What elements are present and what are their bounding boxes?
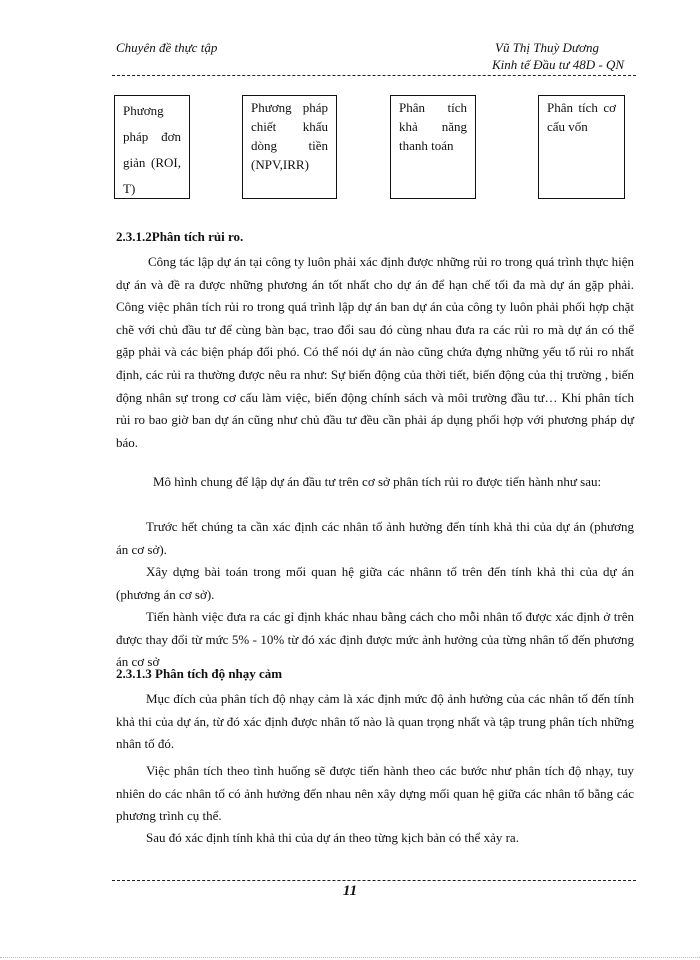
paragraph: Mô hình chung để lập dự án đầu tư trên cơ sở phân tích rủi ro được tiến hành như sau: [153, 474, 602, 489]
header-left: Chuyên đề thực tập [116, 40, 218, 55]
paragraph: Việc phân tích theo tình huống sẽ được tiến hành theo các bước như phân tích độ nhạy, tuy nhiên do các nhân tố có ảnh hưởng đến nhau nên xây dựng mối quan hệ giữa các nhân tố bằng các phương trình cụ thể. [116, 763, 634, 824]
paragraph: Xây dựng bài toán trong mối quan hệ giữa các nhânn tố trên đến tính khả thi của dự án (phương án cơ sở). [116, 564, 634, 602]
paragraph: Trước hết chúng ta cần xác định các nhân tố ảnh hưởng đến tính khả thi của dự án (phương án cơ sở). [116, 519, 634, 557]
method-box-label: Phân tích khả năng thanh toán [399, 100, 467, 153]
method-box-simple [114, 95, 190, 199]
section-heading-risk: 2.3.1.2Phân tích rủi ro. [116, 229, 244, 244]
header-class: Kinh tế Đầu tư 48D - QN [492, 57, 625, 72]
page-edge-divider [0, 957, 700, 958]
footer-rule [112, 880, 636, 881]
method-box-label: Phương pháp đơn giản (ROI, T) [123, 103, 181, 196]
paragraph: Công tác lập dự án tại công ty luôn phải xác định được những rủi ro trong quá trình thực hiện dự án và đề ra được những phương án tốt nhất cho dự án để hạn chế tối đa mà dự án gặp phải. Công việc phân tích rủi ro trong quá trình lập dự án ban dự án của công ty luôn phải phối hợp chặt chẽ với chủ đầu tư để cùng bàn bạc, trao đổi sau đó cùng nhau đưa ra các rủi ro mà dự án có thể gặp phải và các biện pháp đối phó. Có thể nói dự án nào cũng chứa đựng những yếu tố rủi ro nhất định, các rủi ra thường được nêu ra như: Sự biến động của thời tiết, biến động của thị trường , biến động nhân sự trong cơ cấu làm việc, biến động chính sách và môi trường đầu tư… Khi phân tích rủi ro bao giờ ban dự án cũng như chủ đầu tư đều cần phải áp dụng phối hợp với phương pháp dự báo. [116, 254, 634, 450]
method-box-solvency [390, 95, 476, 199]
section-heading-sensitivity: 2.3.1.3 Phân tích độ nhạy cảm [116, 666, 283, 681]
header-rule [112, 75, 636, 76]
paragraph: Sau đó xác định tính khả thi của dự án theo từng kịch bản có thể xảy ra. [146, 830, 519, 845]
method-box-discounted-cashflow [242, 95, 337, 199]
page-number: 11 [342, 883, 358, 899]
header-author: Vũ Thị Thuỳ Dương [495, 40, 599, 55]
method-box-capital-structure [538, 95, 625, 199]
paragraph: Tiến hành việc đưa ra các gỉ định khác nhau bằng cách cho mỗi nhân tố được xác định ở trên được thay đổi từ mức 5% - 10% từ đó xác định được mức ảnh hưởng của từng nhân tố đến phương án cơ sở [116, 609, 634, 670]
paragraph: Mục đích của phân tích độ nhạy cảm là xác định mức độ ảnh hưởng của các nhân tố đến tính khả thi của dự án, từ đó xác định được nhân tố nào là quan trọng nhất và tập trung phân tích những nhân tố đó. [116, 691, 634, 752]
method-box-label: Phân tích cơ cấu vốn [547, 100, 616, 134]
method-box-label: Phương pháp chiết khấu dòng tiền (NPV,IRR) [251, 100, 328, 172]
